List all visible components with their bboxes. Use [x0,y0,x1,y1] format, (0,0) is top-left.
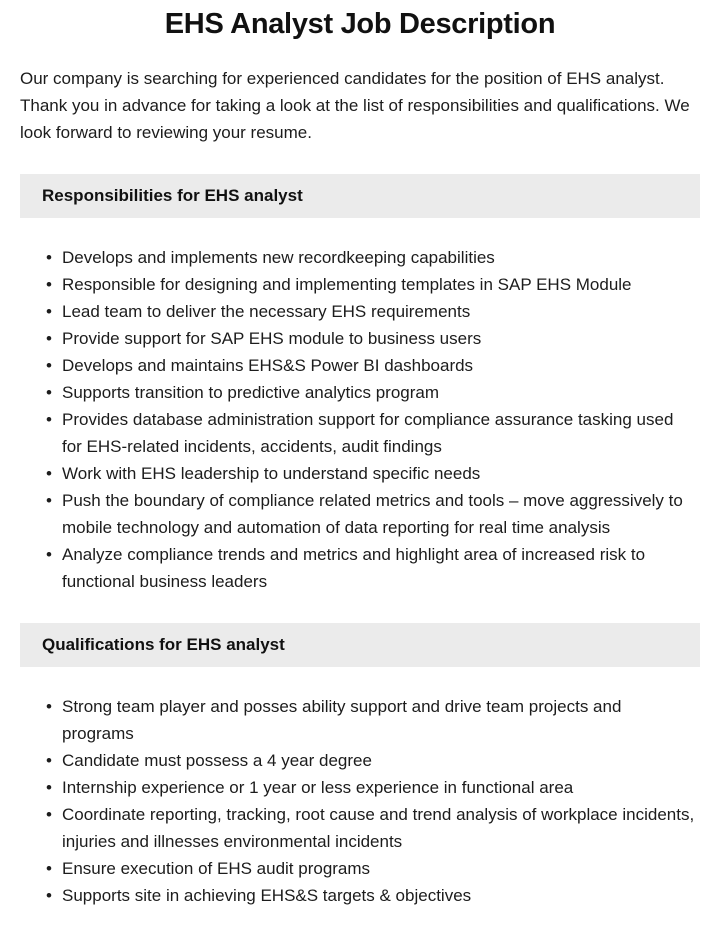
section-header [20,174,700,218]
list-item: • Supports site in achieving EHS&S targets & objectives [62,882,700,909]
list-item: • Internship experience or 1 year or less experience in functional area [62,774,700,801]
list-item: • Develops and implements new recordkeeping capabilities [62,244,700,271]
section-responsibilities [20,174,700,595]
list-item: • Develops and maintains EHS&S Power BI dashboards [62,352,700,379]
list-item: • Responsible for designing and implementing templates in SAP EHS Module [62,271,700,298]
section-title: Qualifications for EHS analyst [42,635,285,654]
intro-paragraph: Our company is searching for experienced candidates for the position of EHS analyst. Thank you in advance for taking a look at the list of responsibilities and qualifications. We look forward to reviewing your resume. [20,69,690,142]
section-header [20,623,700,667]
list-item: • Push the boundary of compliance related metrics and tools – move aggressively to mobile technology and automation of data reporting for real time analysis [62,487,700,541]
page-title: EHS Analyst Job Description [164,8,556,40]
list-item: • Lead team to deliver the necessary EHS requirements [62,298,700,325]
list-item: • Strong team player and posses ability support and drive team projects and programs [62,693,700,747]
list-item: • Work with EHS leadership to understand specific needs [62,460,700,487]
list-item: • Analyze compliance trends and metrics and highlight area of increased risk to functional business leaders [62,541,700,595]
list-item: • Coordinate reporting, tracking, root cause and trend analysis of workplace incidents, injuries and illnesses environmental incidents [62,801,700,855]
section-qualifications [20,623,700,909]
qualifications-bullet-list [20,693,700,909]
list-item: • Provides database administration support for compliance assurance tasking used for EHS-related incidents, accidents, audit findings [62,406,700,460]
responsibilities-bullet-list [20,244,700,595]
section-title: Responsibilities for EHS analyst [42,186,303,205]
list-item: • Supports transition to predictive analytics program [62,379,700,406]
list-item: • Candidate must possess a 4 year degree [62,747,700,774]
list-item: • Ensure execution of EHS audit programs [62,855,700,882]
list-item: • Provide support for SAP EHS module to business users [62,325,700,352]
